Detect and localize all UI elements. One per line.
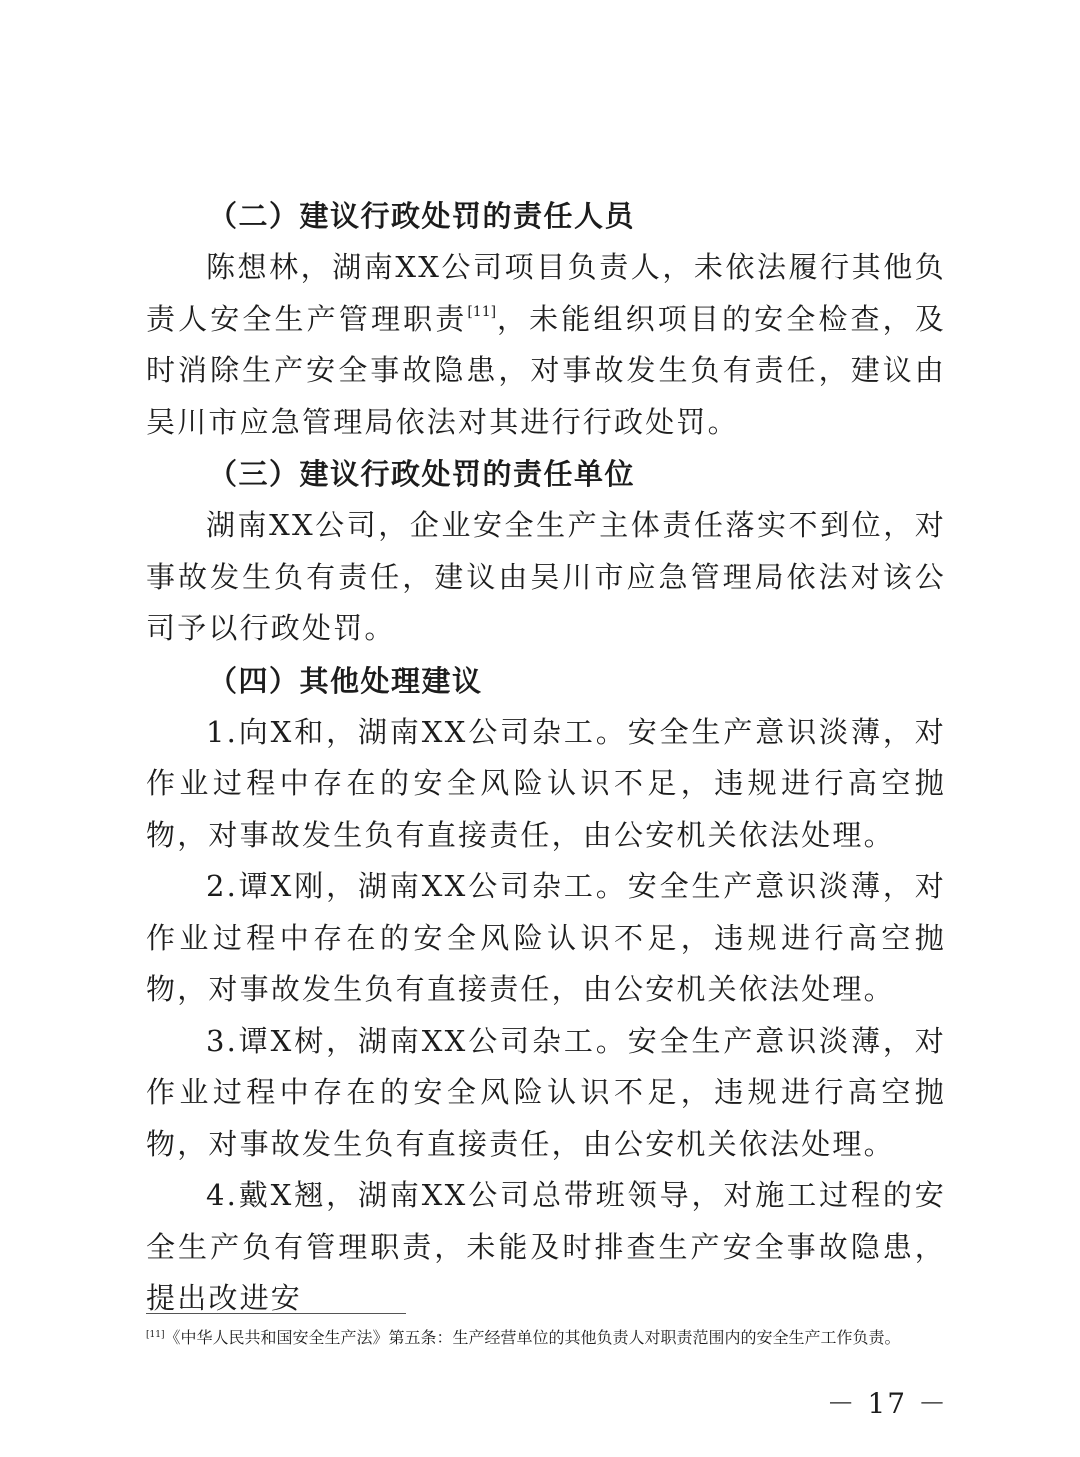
list-item: 3.谭X树，湖南XX公司杂工。安全生产意识淡薄，对作业过程中存在的安全风险认识不足，违规进行高空抛物，对事故发生负有直接责任，由公安机关依法处理。: [146, 1023, 946, 1161]
footnote-reference: [11]: [467, 303, 497, 320]
paragraph-text: ，未能组织项目的安全检查，及时消除生产安全事故隐患，对事故发生负有责任，建议由吴川市应急管理局依法对其进行行政处罚。: [146, 301, 946, 439]
paragraph-text: 陈想林，湖南XX公司项目负责人，未依法履行其他负责人安全生产管理职责: [146, 250, 946, 336]
document-body: [146, 190, 946, 1325]
list-item: 4.戴X翘，湖南XX公司总带班领导，对施工过程的安全生产负有管理职责，未能及时排查生产安全事故隐患，提出改进安: [146, 1178, 946, 1315]
paragraph-responsible-unit: 湖南XX公司，企业安全生产主体责任落实不到位，对事故发生负有责任，建议由吴川市应急管理局依法对该公司予以行政处罚。: [146, 508, 946, 645]
list-item: 1.向X和，湖南XX公司杂工。安全生产意识淡薄，对作业过程中存在的安全风险认识不足，违规进行高空抛物，对事故发生负有直接责任，由公安机关依法处理。: [146, 714, 946, 852]
section-heading-3: （三）建议行政处罚的责任单位: [208, 457, 636, 491]
section-heading-2: （二）建议行政处罚的责任人员: [208, 199, 636, 233]
page-number: － 17 －: [826, 1387, 948, 1420]
footnote-divider: [146, 1313, 406, 1314]
footnote: [146, 1324, 946, 1349]
footnote-text: 《中华人民共和国安全生产法》第五条：生产经营单位的其他负责人对职责范围内的安全生产工作负责。: [164, 1328, 901, 1347]
list-item: 2.谭X刚，湖南XX公司杂工。安全生产意识淡薄，对作业过程中存在的安全风险认识不足，违规进行高空抛物，对事故发生负有直接责任，由公安机关依法处理。: [146, 869, 946, 1006]
section-heading-4: （四）其他处理建议: [208, 663, 483, 698]
footnote-marker: [11]: [146, 1330, 165, 1340]
paragraph-responsible-person: [146, 242, 946, 448]
